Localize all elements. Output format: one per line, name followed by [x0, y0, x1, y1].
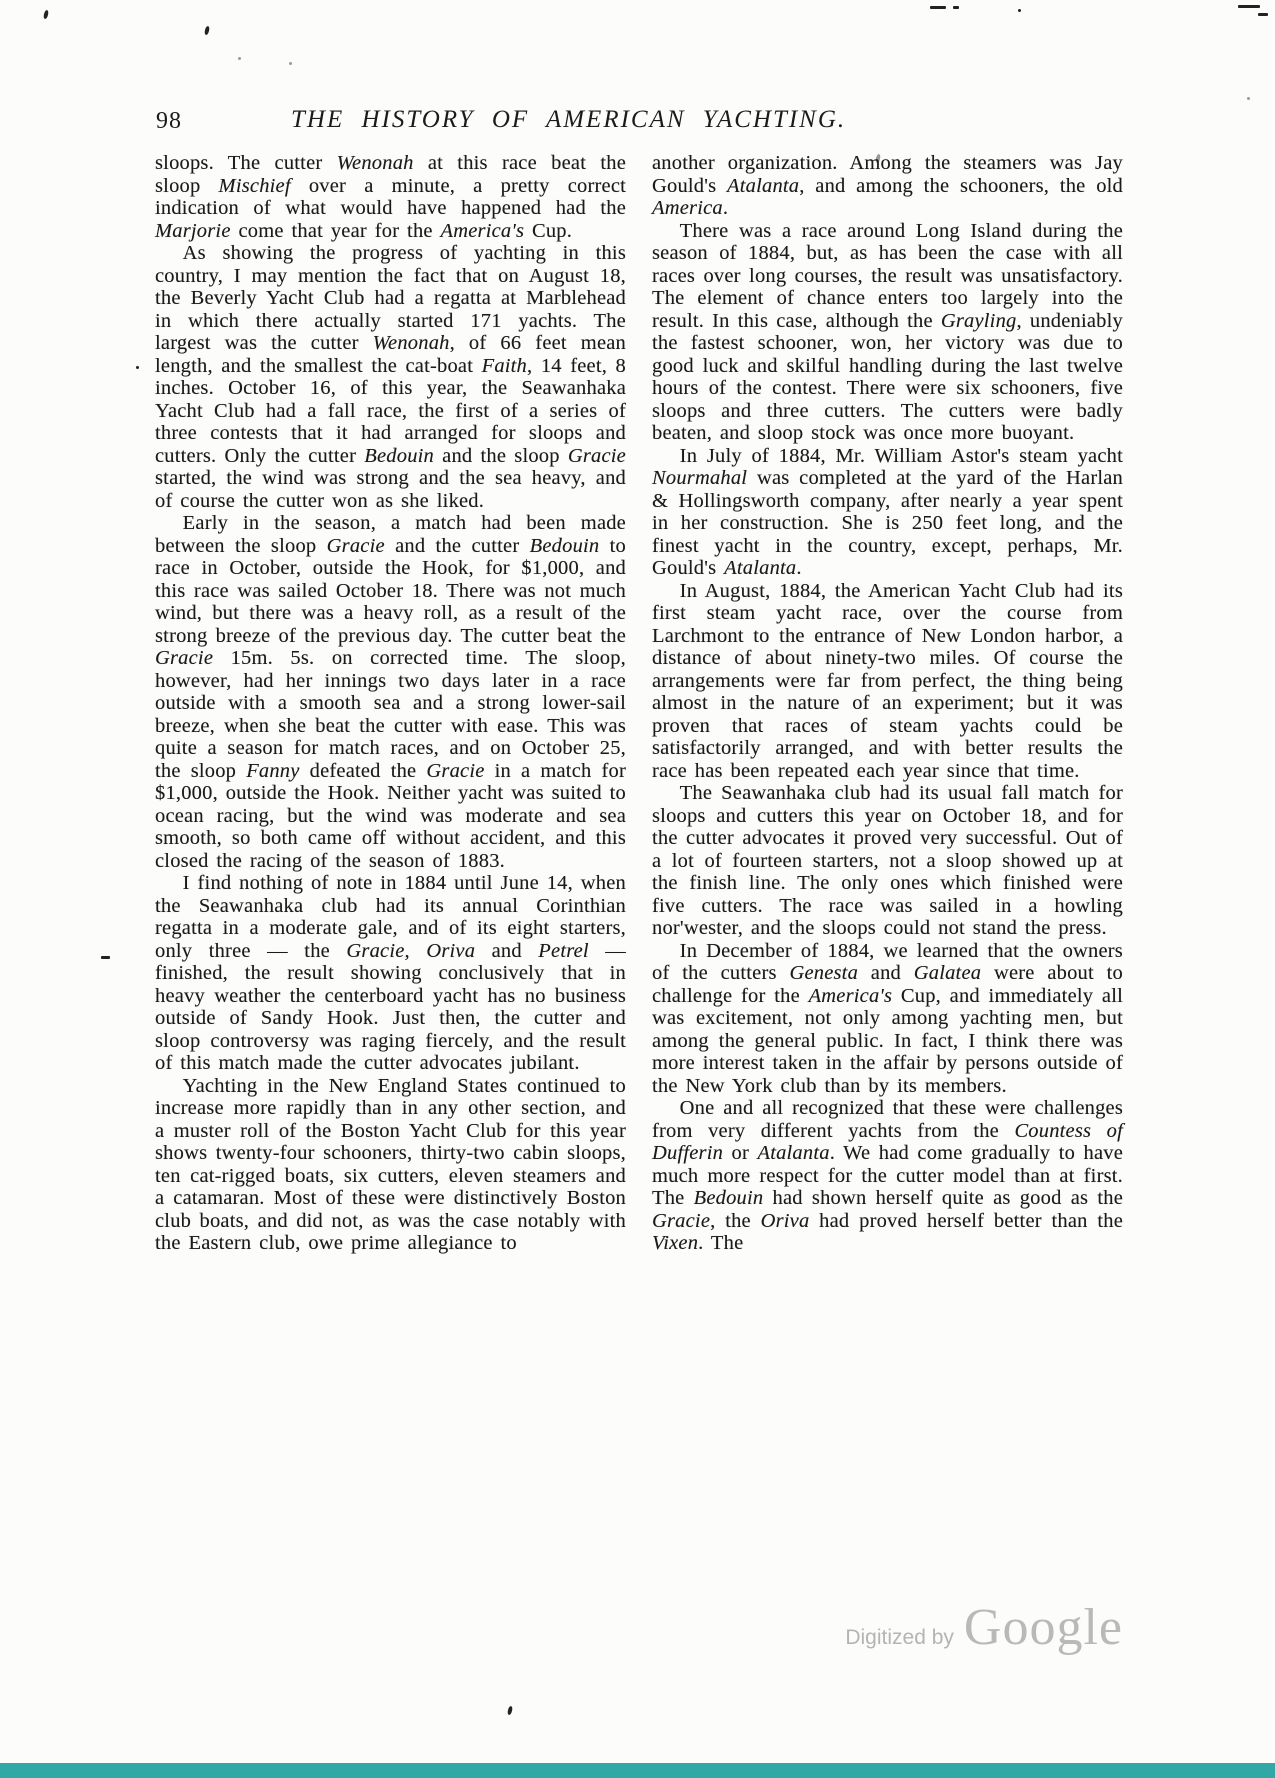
vessel-name: Wenonah: [372, 332, 450, 354]
text-run: sloops. The cutter: [155, 152, 337, 174]
right-column: [652, 152, 1123, 1255]
text-run: .: [796, 557, 802, 579]
vessel-name: America's: [440, 219, 525, 242]
text-run: Yachting in the New England States continued to increase more rapidly than in any other section, and a muster roll of the Boston Yacht Club for this year shows twenty-four schooners, thirty-two cabin sloops, ten cat-rigged boats, six cutters, eleven steamers and a catamaran. Most of these were distinctively Boston club boats, and did not, as was the case notably with the Eastern club, owe prime allegiance to: [155, 1074, 626, 1254]
vessel-name: Grayling: [940, 309, 1017, 332]
paragraph: [652, 220, 1123, 445]
text-run: — finished, the result showing conclusively that in heavy weather the centerboard yacht has no business outside of Sandy Hook. Just then, the cutter and sloop controversy was raging fiercely, and the result of this match made the cutter advocates jubilant.: [155, 939, 626, 1074]
digitized-watermark: [845, 1598, 1123, 1657]
vessel-name: Petrel: [538, 939, 589, 962]
vessel-name: Bedouin: [693, 1187, 764, 1209]
vessel-name: Galatea: [913, 962, 982, 984]
text-run: .: [722, 197, 729, 219]
paragraph: [652, 940, 1123, 1098]
vessel-name: Atalanta: [757, 1142, 830, 1164]
scan-noise: [1258, 13, 1268, 16]
text-run: to race in October, outside the Hook, for $1,000, and this race was sailed October 18. There was not much wind, but there was a heavy roll, as a result of the strong breeze of the previous day. The cutter beat the: [155, 534, 627, 647]
text-run: and: [858, 962, 914, 984]
text-run: started, the wind was strong and the sea heavy, and of course the cutter won as she liked.: [155, 467, 626, 512]
vessel-name: Atalanta: [727, 174, 800, 197]
page-title: THE HISTORY OF AMERICAN YACHTING.: [291, 106, 847, 133]
scan-noise: [930, 6, 946, 9]
text-run: defeated the: [299, 759, 427, 782]
vessel-name: Bedouin: [529, 534, 600, 557]
text-run: and the cutter: [384, 534, 530, 557]
scan-noise: [43, 10, 49, 20]
text-run: at this race beat the sloop: [155, 152, 626, 197]
vessel-name: Countess of Dufferin: [652, 1119, 1124, 1164]
text-run: There was a race around Long Island during the season of 1884, but, as has been the case with all races over long courses, the result was unsatisfactory. The element of chance enters too largely into the result. In this case, although the: [652, 219, 1123, 332]
vessel-name: Nourmahal: [652, 467, 748, 489]
vessel-name: America: [652, 197, 723, 219]
vessel-name: Gracie: [652, 1209, 711, 1232]
google-logo: Google: [963, 1599, 1123, 1656]
paragraph: [155, 152, 626, 242]
text-run: , 14 feet, 8 inches. October 16, of this year, the Seawanhaka Yacht Club had a fall race, the first of a series of three contests that it had arranged for sloops and cutters. Only the cutter: [155, 354, 627, 467]
text-run: were about to challenge for the: [652, 962, 1123, 1007]
scan-noise: [101, 956, 110, 959]
text-run: had shown herself quite as good as the: [763, 1187, 1123, 1209]
paragraph: [155, 872, 626, 1075]
watermark-text: Digitized by: [845, 1626, 954, 1649]
text-run: , of 66 feet mean length, and the smallest the cat-boat: [155, 332, 627, 377]
text-run: over a minute, a pretty correct indication of what would have happened had the: [155, 174, 627, 219]
vessel-name: Marjorie: [155, 219, 231, 242]
text-run: , and among the schooners, the old: [799, 174, 1123, 197]
vessel-name: Gracie: [567, 444, 626, 467]
vessel-name: Vixen: [652, 1232, 699, 1254]
text-run: was completed at the yard of the Harlan & Hollingsworth company, after nearly a year spent in her construction. She is 250 feet long, and the finest yacht in the country, except, perhaps, Mr. Gould's: [652, 467, 1123, 579]
vessel-name: Gracie: [326, 534, 385, 557]
paragraph: [652, 1097, 1123, 1255]
scan-footer-bar: [0, 1763, 1275, 1778]
text-run: I find nothing of note in 1884 until June 14, when the Seawanhaka club had its annual Corinthian regatta in a moderate gale, and of its eight starters, only three — the: [155, 872, 626, 962]
vessel-name: Faith: [481, 354, 528, 377]
scan-noise: [289, 62, 292, 65]
vessel-name: Wenonah: [336, 152, 414, 174]
text-run: and the sloop: [434, 444, 568, 467]
paragraph: [652, 152, 1123, 220]
text-run: in a match for $1,000, outside the Hook. Neither yacht was suited to ocean racing, but the wind was moderate and sea smooth, so both came off without accident, and this closed the racing of the season of 1883.: [155, 759, 627, 872]
vessel-name: Gracie, Oriva: [346, 939, 476, 962]
text-run: 15m. 5s. on corrected time. The sloop, however, had her innings two days later in a race outside with a smooth sea and a strong lower-sail breeze, when she beat the cutter with ease. This was quite a season for match races, and on October 25, the sloop: [155, 647, 626, 782]
paragraph: [155, 242, 626, 512]
text-run: Cup, and immediately all was excitement, not only among yachting men, but among the general public. In fact, I think there was more interest taken in the affair by persons outside of the New York club than by its members.: [652, 984, 1123, 1097]
scan-noise: [1238, 5, 1260, 8]
text-run: In December of 1884, we learned that the owners of the cutters: [652, 939, 1123, 984]
text-run: As showing the progress of yachting in this country, I may mention the fact that on August 18, the Beverly Yacht Club had a regatta at Marblehead in which there actually started 171 yachts. The largest was the cutter: [155, 242, 626, 354]
scan-noise: [507, 1706, 513, 1716]
scan-noise: [238, 57, 241, 60]
scan-noise: [953, 6, 959, 9]
scan-noise: [136, 366, 139, 369]
text-run: In August, 1884, the American Yacht Club had its first steam yacht race, over the course from Larchmont to the entrance of New London harbor, a distance of about ninety-two miles. Of course the arrangements were far from perfect, the thing being almost in the nature of an experiment; but it was proven that races of steam yachts could be satisfactorily arranged, and with better results the race has been repeated each year since that time.: [652, 579, 1123, 782]
text-columns: [155, 152, 1123, 1255]
vessel-name: Atalanta: [724, 557, 797, 579]
paragraph: [652, 580, 1123, 783]
scan-noise: [1018, 9, 1021, 12]
left-column: [155, 152, 626, 1255]
text-run: Early in the season, a match had been made between the sloop: [155, 512, 626, 557]
text-run: and: [475, 939, 539, 962]
vessel-name: Genesta: [789, 962, 859, 984]
text-run: or: [723, 1142, 758, 1164]
text-run: had proved herself better than the: [809, 1209, 1123, 1232]
text-run: The Seawanhaka club had its usual fall match for sloops and cutters this year on October 18, and for the cutter advocates it proved very successful. Out of a lot of fourteen starters, not a sloop showed up at the finish line. The only ones which finished were five cutters. The race was sailed in a howling nor'wester, and the sloops could not stand the press.: [652, 782, 1123, 939]
text-run: , the: [710, 1209, 761, 1232]
text-run: Cup.: [524, 219, 573, 242]
scan-noise: [1247, 97, 1250, 100]
paragraph: [155, 512, 626, 872]
vessel-name: Oriva: [760, 1209, 810, 1232]
paragraph: [155, 1075, 626, 1255]
text-run: come that year for the: [230, 219, 441, 242]
vessel-name: Bedouin: [364, 444, 434, 467]
scan-noise: [204, 26, 210, 36]
text-run: . The: [698, 1232, 744, 1254]
paragraph: [652, 445, 1123, 580]
text-run: , undeniably the fastest schooner, won, her victory was due to good luck and skilful handling during the last twelve hours of the contest. There were six schooners, five sloops and three cutters. The cutters were badly beaten, and sloop stock was once more buoyant.: [652, 309, 1123, 444]
vessel-name: America's: [808, 984, 893, 1007]
page-number: 98: [156, 108, 182, 134]
text-run: In July of 1884, Mr. William Astor's steam yacht: [679, 444, 1123, 467]
text-run: One and all recognized that these were challenges from very different yachts from the: [652, 1097, 1123, 1142]
paragraph: [652, 782, 1123, 940]
vessel-name: Mischief: [218, 174, 291, 197]
vessel-name: Gracie: [426, 759, 485, 782]
text-run: another organization. Among the steamers was Jay Gould's: [652, 152, 1123, 197]
text-run: . We had come gradually to have much more respect for the cutter model than at first. The: [652, 1142, 1123, 1209]
vessel-name: Fanny: [246, 759, 300, 782]
vessel-name: Gracie: [155, 647, 214, 669]
